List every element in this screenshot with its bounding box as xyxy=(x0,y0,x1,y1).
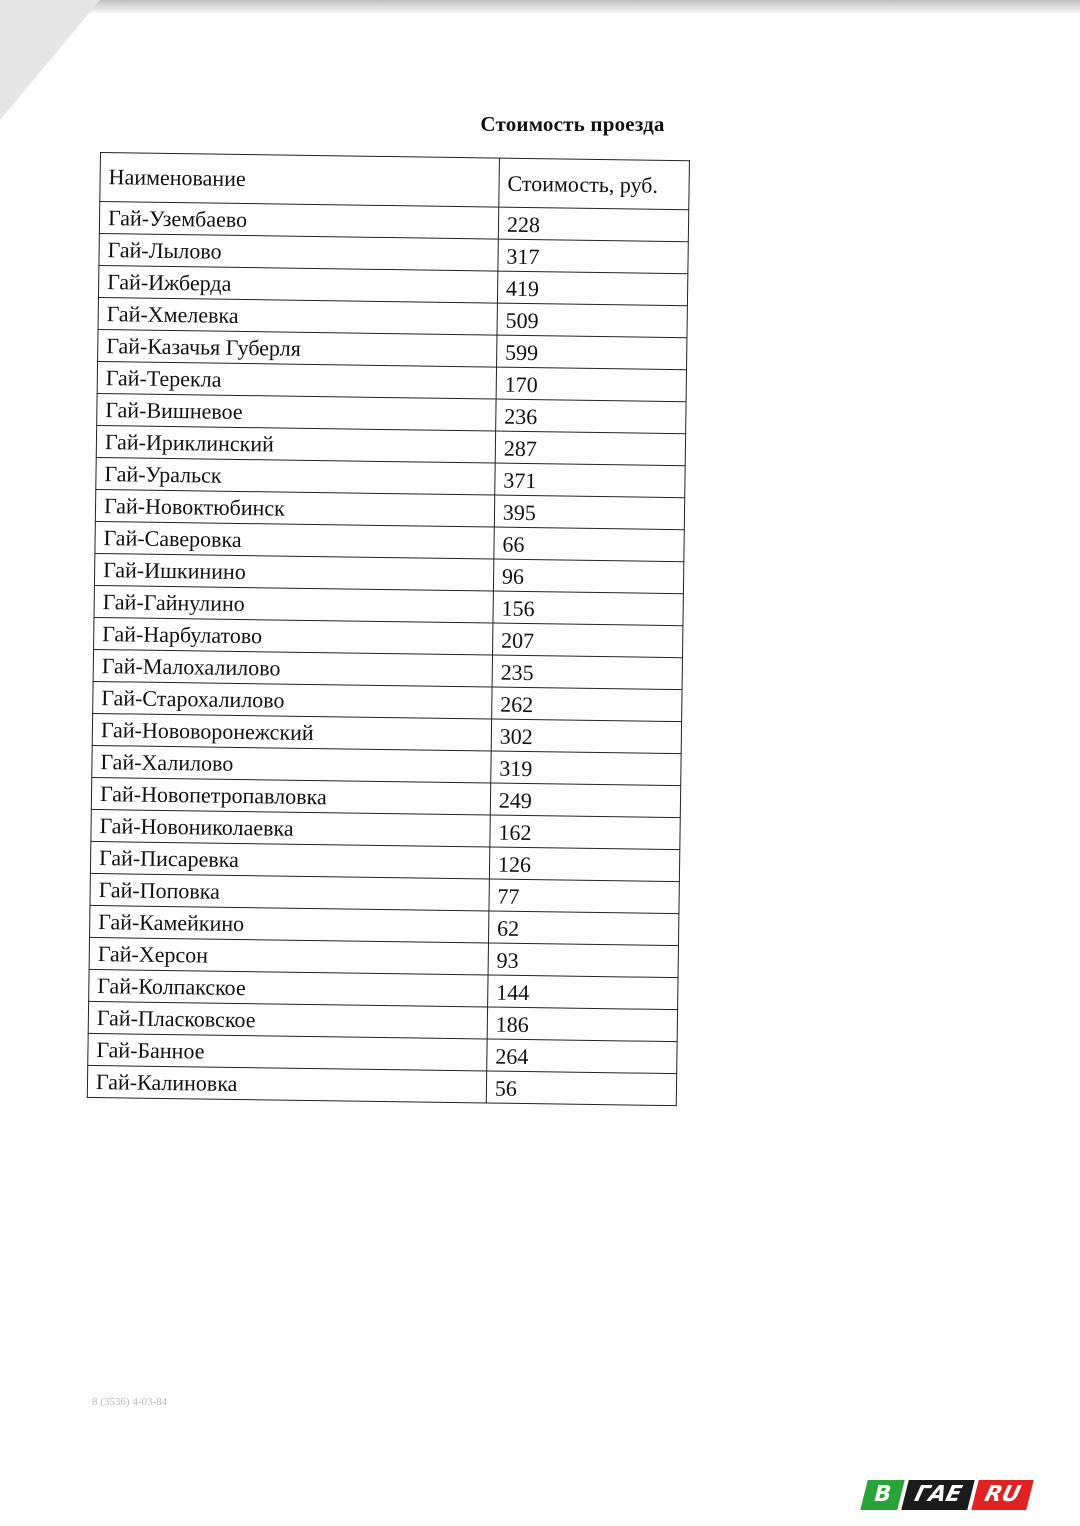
route-name-cell: Гай-Нарбулатово xyxy=(94,617,493,655)
route-price-cell: 156 xyxy=(493,591,684,626)
header-name: Наименование xyxy=(100,153,500,208)
route-price-cell: 317 xyxy=(498,239,689,274)
route-name-cell: Гай-Пласковское xyxy=(88,1001,487,1039)
route-name-cell: Гай-Терекла xyxy=(97,361,496,399)
route-price-cell: 235 xyxy=(492,655,683,690)
route-price-cell: 371 xyxy=(495,463,686,498)
route-price-cell: 162 xyxy=(490,815,681,850)
route-name-cell: Гай-Ириклинский xyxy=(96,425,495,463)
route-name-cell: Гай-Колпакское xyxy=(89,969,488,1007)
scan-edge-shadow xyxy=(0,0,1080,14)
route-name-cell: Гай-Нововоронежский xyxy=(92,713,491,751)
route-price-cell: 236 xyxy=(496,399,687,434)
route-price-cell: 93 xyxy=(488,943,679,978)
route-name-cell: Гай-Старохалилово xyxy=(93,681,492,719)
route-price-cell: 66 xyxy=(494,527,685,562)
route-name-cell: Гай-Новониколаевка xyxy=(91,809,490,847)
route-price-cell: 262 xyxy=(492,687,683,722)
route-price-cell: 62 xyxy=(488,911,679,946)
logo-part-gae: ГАЕ xyxy=(901,1480,975,1510)
route-price-cell: 599 xyxy=(496,335,687,370)
route-name-cell: Гай-Ишкинино xyxy=(94,553,493,591)
route-name-cell: Гай-Лылово xyxy=(99,233,498,271)
fare-table xyxy=(87,152,690,1106)
route-name-cell: Гай-Малохалилово xyxy=(93,649,492,687)
route-price-cell: 287 xyxy=(495,431,686,466)
route-price-cell: 419 xyxy=(497,271,688,306)
route-price-cell: 228 xyxy=(498,207,689,242)
site-logo xyxy=(864,1480,1030,1510)
route-name-cell: Гай-Новоктюбинск xyxy=(95,489,494,527)
route-price-cell: 77 xyxy=(489,879,680,914)
table-header-row xyxy=(100,153,690,210)
route-price-cell: 96 xyxy=(493,559,684,594)
route-price-cell: 249 xyxy=(490,783,681,818)
route-name-cell: Гай-Казачья Губерля xyxy=(98,329,497,367)
folded-corner xyxy=(0,0,100,120)
route-price-cell: 56 xyxy=(486,1071,677,1106)
route-price-cell: 264 xyxy=(487,1039,678,1074)
route-price-cell: 207 xyxy=(492,623,683,658)
route-price-cell: 144 xyxy=(487,975,678,1010)
fare-table-wrapper xyxy=(87,152,690,1106)
route-price-cell: 170 xyxy=(496,367,687,402)
header-price: Стоимость, руб. xyxy=(499,158,690,210)
footer-phone-note: 8 (3536) 4-03-84 xyxy=(92,1396,168,1408)
route-name-cell: Гай-Новопетропавловка xyxy=(91,777,490,815)
route-name-cell: Гай-Саверовка xyxy=(95,521,494,559)
route-name-cell: Гай-Уральск xyxy=(96,457,495,495)
route-name-cell: Гай-Вишневое xyxy=(97,393,496,431)
route-name-cell: Гай-Гайнулино xyxy=(94,585,493,623)
route-name-cell: Гай-Банное xyxy=(88,1033,487,1071)
table-row xyxy=(87,1065,676,1105)
logo-part-v: В xyxy=(860,1480,904,1510)
route-name-cell: Гай-Камейкино xyxy=(90,905,489,943)
route-price-cell: 395 xyxy=(494,495,685,530)
route-price-cell: 509 xyxy=(497,303,688,338)
route-price-cell: 186 xyxy=(487,1007,678,1042)
route-name-cell: Гай-Калиновка xyxy=(87,1065,486,1103)
route-name-cell: Гай-Хмелевка xyxy=(98,297,497,335)
route-name-cell: Гай-Писаревка xyxy=(90,841,489,879)
document-title: Стоимость проезда xyxy=(480,112,665,136)
route-name-cell: Гай-Херсон xyxy=(89,937,488,975)
route-name-cell: Гай-Халилово xyxy=(92,745,491,783)
route-price-cell: 126 xyxy=(489,847,680,882)
route-price-cell: 302 xyxy=(491,719,682,754)
route-name-cell: Гай-Ижберда xyxy=(98,265,497,303)
route-name-cell: Гай-Узембаево xyxy=(99,202,498,240)
route-name-cell: Гай-Поповка xyxy=(90,873,489,911)
logo-part-ru: RU xyxy=(971,1480,1033,1510)
route-price-cell: 319 xyxy=(491,751,682,786)
